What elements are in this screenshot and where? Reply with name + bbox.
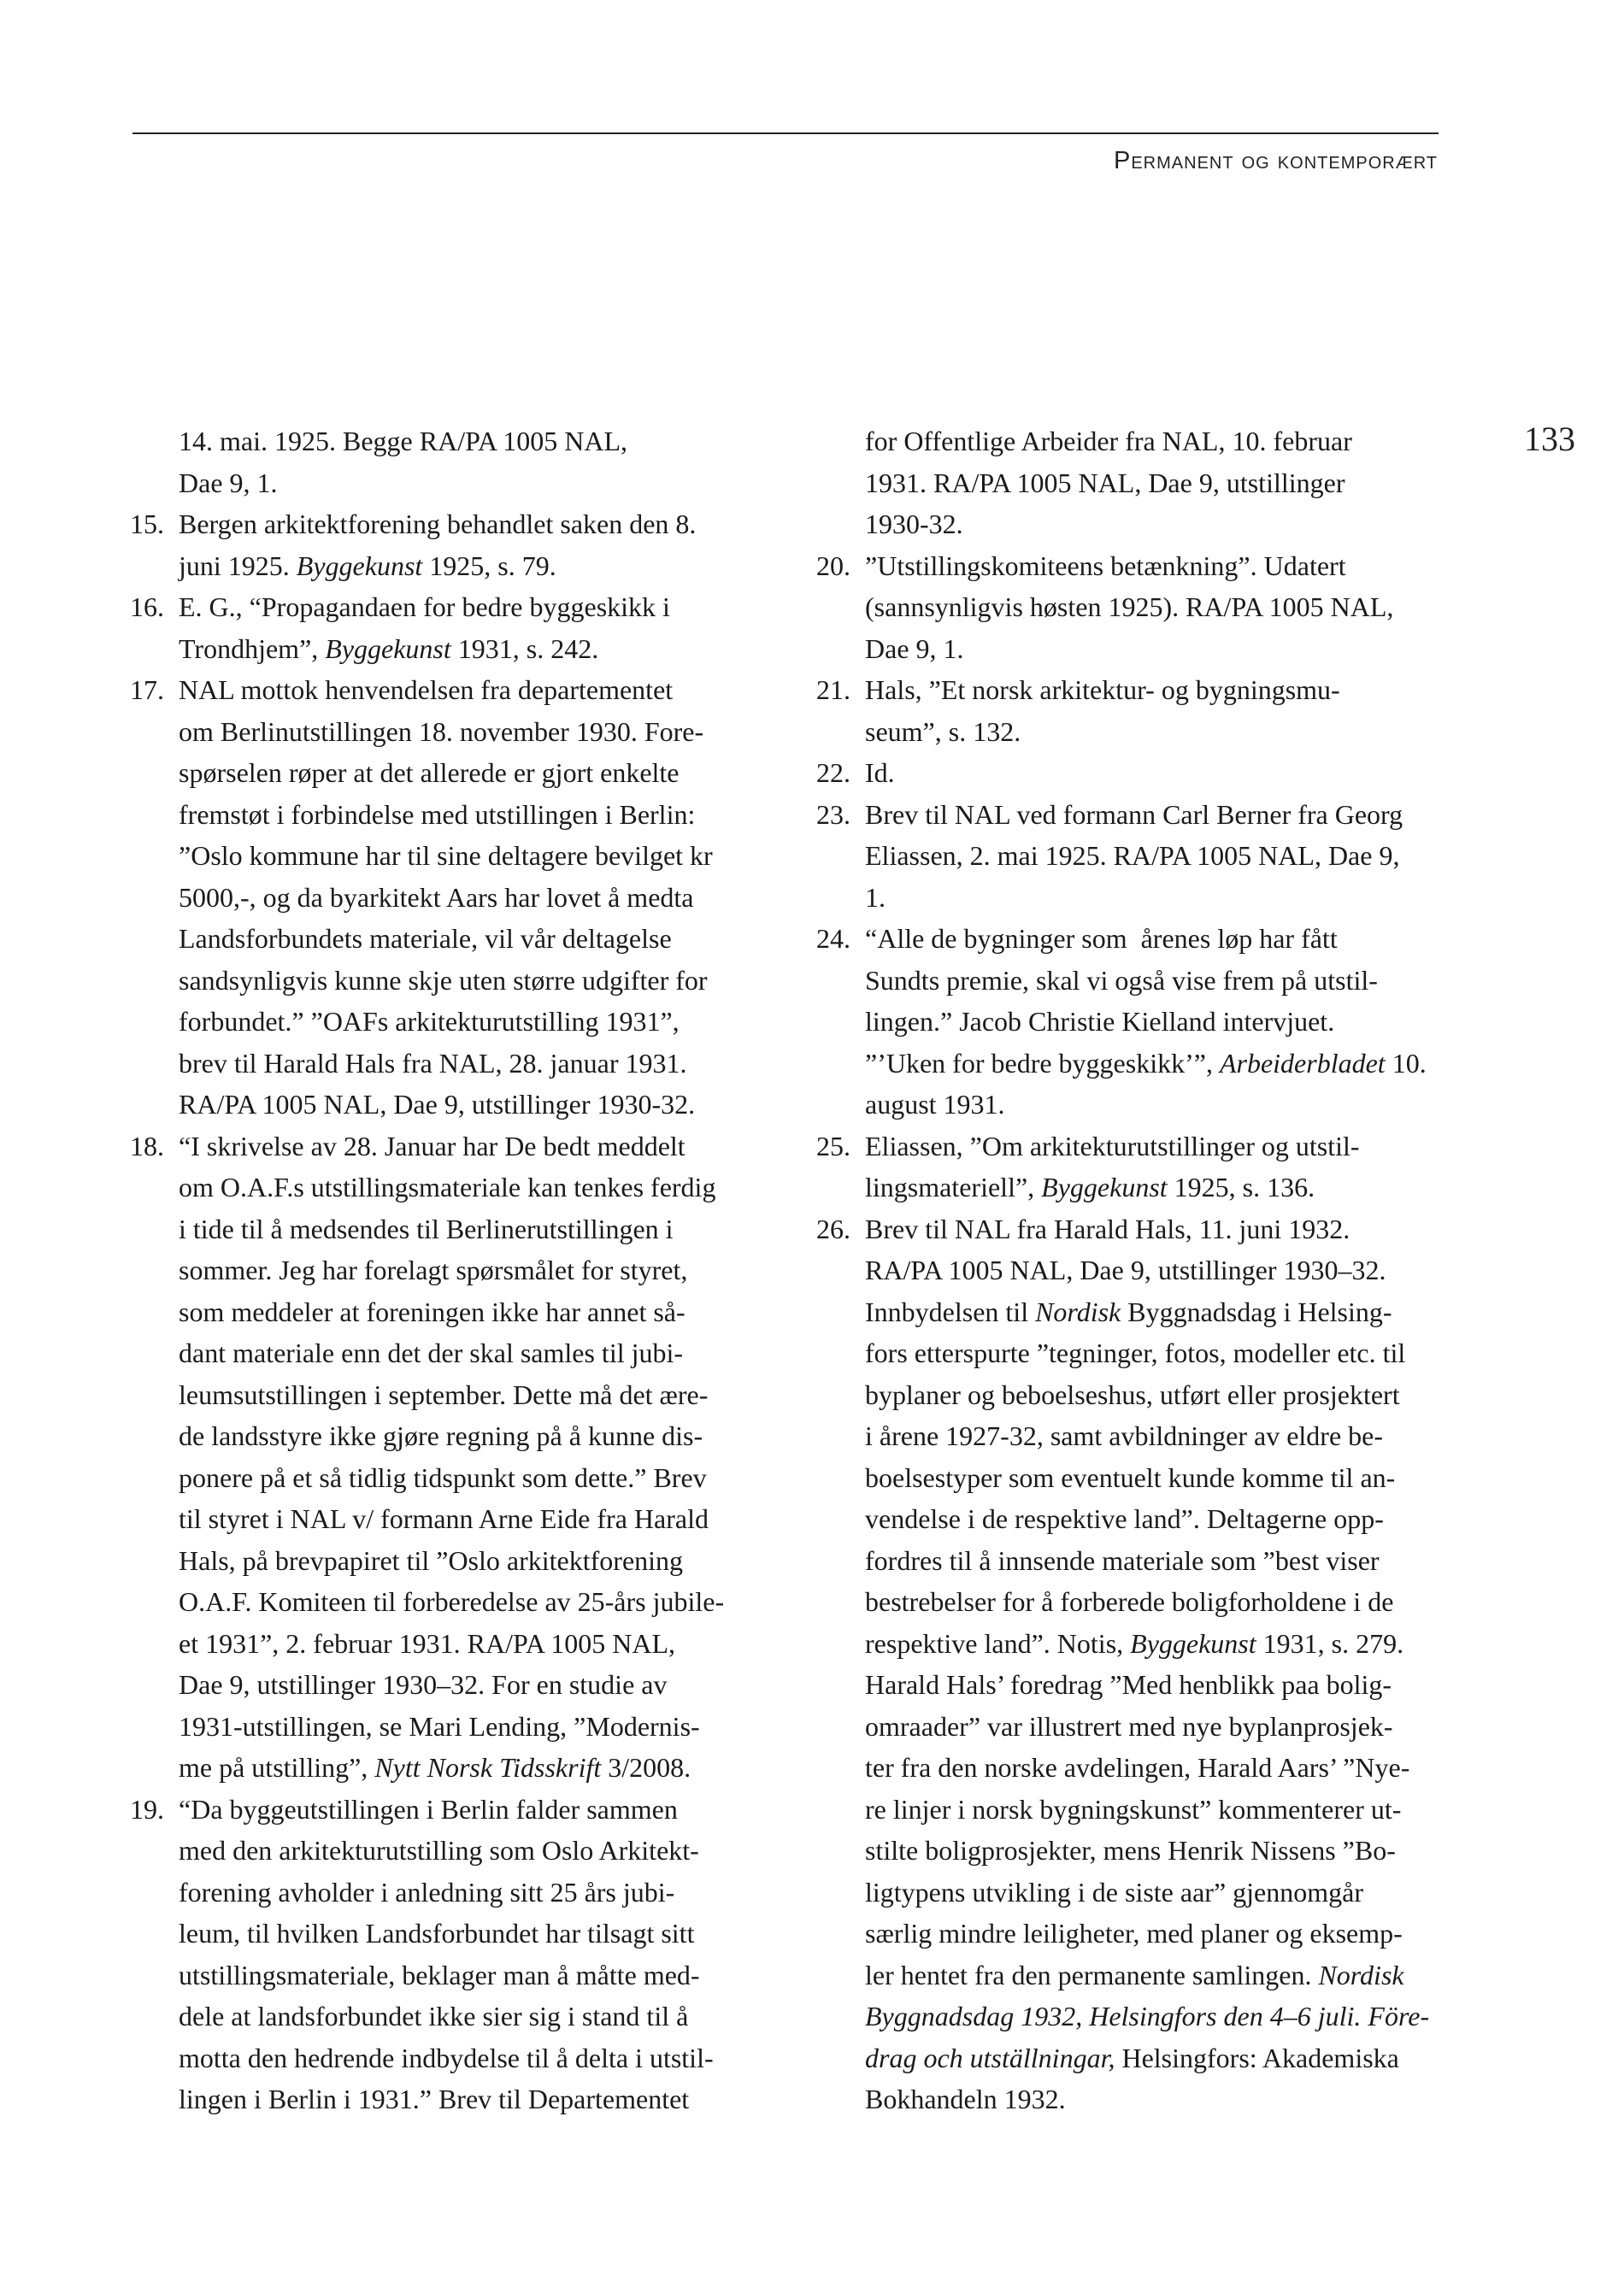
footnote-line	[130, 711, 780, 753]
footnote-text: et 1931”, 2. februar 1931. RA/PA 1005 NAL,	[179, 1627, 675, 1659]
footnote-text: Brev til NAL ved formann Carl Berner fra Georg	[865, 798, 1403, 830]
footnote-text: Bergen arkitektforening behandlet saken den 8.	[179, 509, 697, 539]
footnote-line	[130, 1955, 780, 1996]
footnote-text: NAL mottok henvendelsen fra departementet	[179, 674, 674, 705]
footnote-line	[816, 1706, 1466, 1748]
footnote-line	[816, 462, 1466, 504]
footnote-number: 20.	[816, 550, 850, 581]
footnote-text: særlig mindre leiligheter, med planer og eksemp-	[865, 1918, 1403, 1949]
running-head: Permanent og kontemporært	[1114, 147, 1438, 174]
footnote-text: drag och utställningar, Helsingfors: Akademiska	[865, 2042, 1399, 2073]
footnote-line	[816, 1249, 1466, 1291]
footnote-line	[130, 1623, 780, 1665]
footnote-line	[130, 1332, 780, 1374]
footnote-line	[816, 877, 1466, 919]
footnote-line	[816, 1208, 1466, 1250]
footnote-line	[816, 628, 1466, 670]
footnote-line	[816, 1996, 1466, 2037]
footnote-line	[816, 1415, 1466, 1457]
footnote-text: stilte boligprosjekter, mens Henrik Nissens ”Bo-	[865, 1835, 1396, 1866]
footnote-text: de landsstyre ikke gjøre regning på å kunne dis-	[179, 1420, 703, 1451]
right-column	[816, 420, 1466, 2120]
footnote-line	[816, 1498, 1466, 1540]
footnote-number: 15.	[130, 509, 164, 539]
footnote-number: 21.	[816, 674, 850, 705]
footnote-number: 17.	[130, 674, 164, 705]
footnote-text: me på utstilling”, Nytt Norsk Tidsskrift 3/2008.	[179, 1752, 691, 1783]
footnote-text: fordres til å innsende materiale som ”best viser	[865, 1544, 1380, 1576]
footnote-line	[130, 960, 780, 1002]
footnote-text: motta den hedrende indbydelse til å delta i utstil-	[179, 2042, 714, 2073]
footnote-text: Dae 9, 1.	[865, 632, 964, 664]
footnote-line	[130, 1374, 780, 1416]
footnote-line	[130, 1126, 780, 1167]
footnote-line	[816, 1540, 1466, 1582]
footnote-text: med den arkitekturutstilling som Oslo Arkitekt-	[179, 1835, 699, 1866]
footnote-line	[816, 669, 1466, 711]
footnote-line	[816, 711, 1466, 753]
footnote-text: Dae 9, 1.	[179, 467, 278, 498]
footnote-text: respektive land”. Notis, Byggekunst 1931, s. 279.	[865, 1627, 1404, 1659]
footnote-line	[816, 586, 1466, 628]
footnote-text: i tide til å medsendes til Berlinerutstillingen i	[179, 1213, 674, 1244]
footnote-number: 16.	[130, 591, 164, 622]
footnote-text: Innbydelsen til Nordisk Byggnadsdag i Helsing-	[865, 1296, 1392, 1327]
footnote-line	[130, 877, 780, 919]
footnote-number: 26.	[816, 1213, 850, 1244]
footnote-text: i årene 1927-32, samt avbildninger av eldre be-	[865, 1420, 1383, 1451]
footnote-line	[130, 1498, 780, 1540]
footnote-text: lingen.” Jacob Christie Kielland intervjuet.	[865, 1006, 1335, 1037]
footnote-text: som meddeler at foreningen ikke har annet så-	[179, 1296, 685, 1327]
footnote-number: 22.	[816, 757, 850, 788]
footnote-line	[816, 1084, 1466, 1126]
footnote-line	[130, 794, 780, 836]
footnote-line	[816, 1581, 1466, 1623]
footnote-text: Dae 9, utstillinger 1930–32. For en studie av	[179, 1669, 668, 1700]
footnote-line	[816, 1872, 1466, 1914]
footnote-line	[130, 669, 780, 711]
footnote-line	[816, 1913, 1466, 1955]
footnote-line	[816, 503, 1466, 545]
footnote-line	[130, 1540, 780, 1582]
footnote-line	[130, 1830, 780, 1872]
footnote-text: ler hentet fra den permanente samlingen. Nordisk	[865, 1959, 1404, 1990]
footnote-text: fremstøt i forbindelse med utstillingen i Berlin:	[179, 798, 696, 830]
footnote-text: vendelse i de respektive land”. Deltagerne opp-	[865, 1503, 1384, 1534]
footnote-text: E. G., “Propagandaen for bedre byggeskikk i	[179, 591, 670, 622]
footnote-line	[816, 752, 1466, 794]
footnote-text: ligtypens utvikling i de siste aar” gjennomgår	[865, 1876, 1363, 1908]
footnote-text: 14. mai. 1925. Begge RA/PA 1005 NAL,	[179, 426, 628, 456]
footnote-line	[816, 794, 1466, 836]
footnote-text: utstillingsmateriale, beklager man å måtte med-	[179, 1959, 700, 1990]
footnote-line	[816, 1955, 1466, 1996]
footnote-line	[130, 2078, 780, 2120]
footnote-text: dant materiale enn det der skal samles til jubi-	[179, 1338, 684, 1368]
footnote-text: Hals, på brevpapiret til ”Oslo arkitektforening	[179, 1544, 684, 1576]
footnote-text: Eliassen, ”Om arkitekturutstillinger og utstil-	[865, 1130, 1360, 1161]
footnote-line	[816, 1167, 1466, 1208]
footnote-line	[130, 545, 780, 587]
footnote-line	[130, 586, 780, 628]
footnote-text: til styret i NAL v/ formann Arne Eide fra Harald	[179, 1503, 709, 1534]
footnote-line	[816, 1830, 1466, 1872]
footnote-line	[130, 1706, 780, 1748]
footnote-text: 5000,-, og da byarkitekt Aars har lovet å medta	[179, 881, 694, 913]
header-rule	[132, 132, 1439, 134]
footnote-text: Harald Hals’ foredrag ”Med henblikk paa bolig-	[865, 1669, 1392, 1700]
footnote-text: forbundet.” ”OAFs arkitekturutstilling 1931”,	[179, 1006, 680, 1037]
footnote-line	[816, 2037, 1466, 2079]
footnote-line	[130, 1913, 780, 1955]
footnote-number: 19.	[130, 1793, 164, 1825]
footnote-text: brev til Harald Hals fra NAL, 28. januar 1931.	[179, 1047, 687, 1079]
footnote-line	[816, 1043, 1466, 1085]
left-column	[130, 420, 780, 2120]
footnote-line	[130, 462, 780, 504]
footnote-text: Hals, ”Et norsk arkitektur- og bygningsmu-	[865, 674, 1340, 705]
footnote-line	[130, 420, 780, 462]
footnote-line	[816, 1001, 1466, 1043]
footnote-line	[816, 1747, 1466, 1789]
footnote-text: Eliassen, 2. mai 1925. RA/PA 1005 NAL, Dae 9,	[865, 840, 1400, 871]
footnote-text: om O.A.F.s utstillingsmateriale kan tenkes ferdig	[179, 1172, 716, 1202]
footnote-line	[130, 1789, 780, 1831]
footnote-text: for Offentlige Arbeider fra NAL, 10. februar	[865, 426, 1352, 456]
footnote-text: Sundts premie, skal vi også vise frem på utstil-	[865, 964, 1378, 996]
footnote-text: Brev til NAL fra Harald Hals, 11. juni 1932.	[865, 1213, 1350, 1244]
footnote-line	[816, 960, 1466, 1002]
footnote-text: ”Oslo kommune har til sine deltagere bevilget kr	[179, 840, 713, 871]
footnote-text: ”Utstillingskomiteens betænkning”. Udatert	[865, 550, 1346, 581]
footnote-line	[130, 1291, 780, 1333]
footnote-text: ter fra den norske avdelingen, Harald Aars’ ”Nye-	[865, 1752, 1410, 1783]
footnote-text: Landsforbundets materiale, vil vår deltagelse	[179, 923, 672, 954]
footnote-line	[130, 628, 780, 670]
footnote-line	[816, 1664, 1466, 1706]
footnote-text: sandsynligvis kunne skje uten større udgifter for	[179, 964, 708, 996]
footnote-text: omraader” var illustrert med nye byplanprosjek-	[865, 1710, 1393, 1742]
footnote-line	[130, 1747, 780, 1789]
footnote-text: O.A.F. Komiteen til forberedelse av 25-års jubile-	[179, 1586, 725, 1617]
footnote-number: 24.	[816, 923, 850, 954]
footnote-text: forening avholder i anledning sitt 25 års jubi-	[179, 1876, 675, 1908]
footnote-text: sommer. Jeg har forelagt spørsmålet for styret,	[179, 1255, 688, 1285]
footnote-text: spørselen røper at det allerede er gjort enkelte	[179, 757, 680, 788]
footnote-line	[816, 835, 1466, 877]
footnote-text: Id.	[865, 757, 895, 788]
footnote-text: Trondhjem”, Byggekunst 1931, s. 242.	[179, 632, 599, 664]
footnote-text: 1.	[865, 881, 886, 913]
footnote-line	[816, 545, 1466, 587]
footnote-line	[816, 1457, 1466, 1499]
footnote-line	[130, 1872, 780, 1914]
footnote-text: 1931-utstillingen, se Mari Lending, ”Modernis-	[179, 1710, 700, 1742]
footnote-line	[816, 918, 1466, 960]
footnote-line	[816, 1374, 1466, 1416]
footnote-text: leumsutstillingen i september. Dette må det ære-	[179, 1379, 709, 1410]
footnote-line	[130, 1415, 780, 1457]
footnote-text: RA/PA 1005 NAL, Dae 9, utstillinger 1930–32.	[865, 1255, 1386, 1285]
footnote-text: 1930-32.	[865, 509, 963, 539]
footnote-text: bestrebelser for å forberede boligforholdene i de	[865, 1586, 1394, 1617]
footnote-text: juni 1925. Byggekunst 1925, s. 79.	[179, 550, 556, 581]
footnote-line	[130, 1581, 780, 1623]
footnote-line	[130, 1084, 780, 1126]
footnote-line	[130, 835, 780, 877]
footnote-text: fors etterspurte ”tegninger, fotos, modeller etc. til	[865, 1338, 1406, 1368]
footnote-line	[130, 752, 780, 794]
footnote-line	[130, 1664, 780, 1706]
footnote-text: “I skrivelse av 28. Januar har De bedt meddelt	[179, 1130, 685, 1161]
footnote-text: dele at landsforbundet ikke sier sig i stand til å	[179, 2001, 689, 2031]
footnote-line	[130, 918, 780, 960]
footnote-number: 25.	[816, 1130, 850, 1161]
footnote-number: 18.	[130, 1130, 164, 1161]
footnote-line	[816, 2078, 1466, 2120]
footnote-text: lingsmateriell”, Byggekunst 1925, s. 136.	[865, 1172, 1315, 1202]
footnote-text: boelsestyper som eventuelt kunde komme til an-	[865, 1461, 1396, 1493]
footnote-text: om Berlinutstillingen 18. november 1930. Fore-	[179, 715, 704, 747]
footnote-line	[816, 1126, 1466, 1167]
footnote-text: (sannsynligvis høsten 1925). RA/PA 1005 NAL,	[865, 591, 1394, 622]
footnote-line	[130, 1249, 780, 1291]
footnote-number: 23.	[816, 798, 850, 830]
footnote-text: “Da byggeutstillingen i Berlin falder sammen	[179, 1793, 678, 1825]
footnote-text: ”’Uken for bedre byggeskikk’”, Arbeiderbladet 10.	[865, 1047, 1427, 1079]
footnote-line	[816, 1291, 1466, 1333]
footnote-line	[130, 1457, 780, 1499]
footnote-line	[130, 1167, 780, 1208]
footnote-text: 1931. RA/PA 1005 NAL, Dae 9, utstillinger	[865, 467, 1345, 498]
page-number: 133	[1524, 420, 1575, 458]
footnote-line	[130, 1001, 780, 1043]
footnote-text: seum”, s. 132.	[865, 715, 1021, 747]
footnote-line	[130, 2037, 780, 2079]
footnote-line	[130, 1996, 780, 2037]
footnote-line	[130, 1208, 780, 1250]
footnote-text: “Alle de bygninger som årenes løp har fått	[865, 923, 1338, 954]
footnote-text: Byggnadsdag 1932, Helsingfors den 4–6 juli. Före-	[865, 2001, 1430, 2031]
footnote-line	[816, 1623, 1466, 1665]
footnote-line	[816, 1789, 1466, 1831]
footnote-line	[130, 503, 780, 545]
footnote-text: RA/PA 1005 NAL, Dae 9, utstillinger 1930-32.	[179, 1089, 696, 1120]
footnote-text: august 1931.	[865, 1089, 1005, 1120]
footnote-text: Bokhandeln 1932.	[865, 2084, 1066, 2114]
footnote-text: leum, til hvilken Landsforbundet har tilsagt sitt	[179, 1918, 695, 1949]
footnote-line	[816, 420, 1466, 462]
footnote-text: ponere på et så tidlig tidspunkt som dette.” Brev	[179, 1461, 707, 1493]
footnote-text: lingen i Berlin i 1931.” Brev til Departementet	[179, 2084, 690, 2114]
footnote-line	[130, 1043, 780, 1085]
footnote-text: re linjer i norsk bygningskunst” kommenterer ut-	[865, 1793, 1402, 1825]
footnote-text: byplaner og beboelseshus, utført eller prosjektert	[865, 1379, 1400, 1410]
footnote-line	[816, 1332, 1466, 1374]
